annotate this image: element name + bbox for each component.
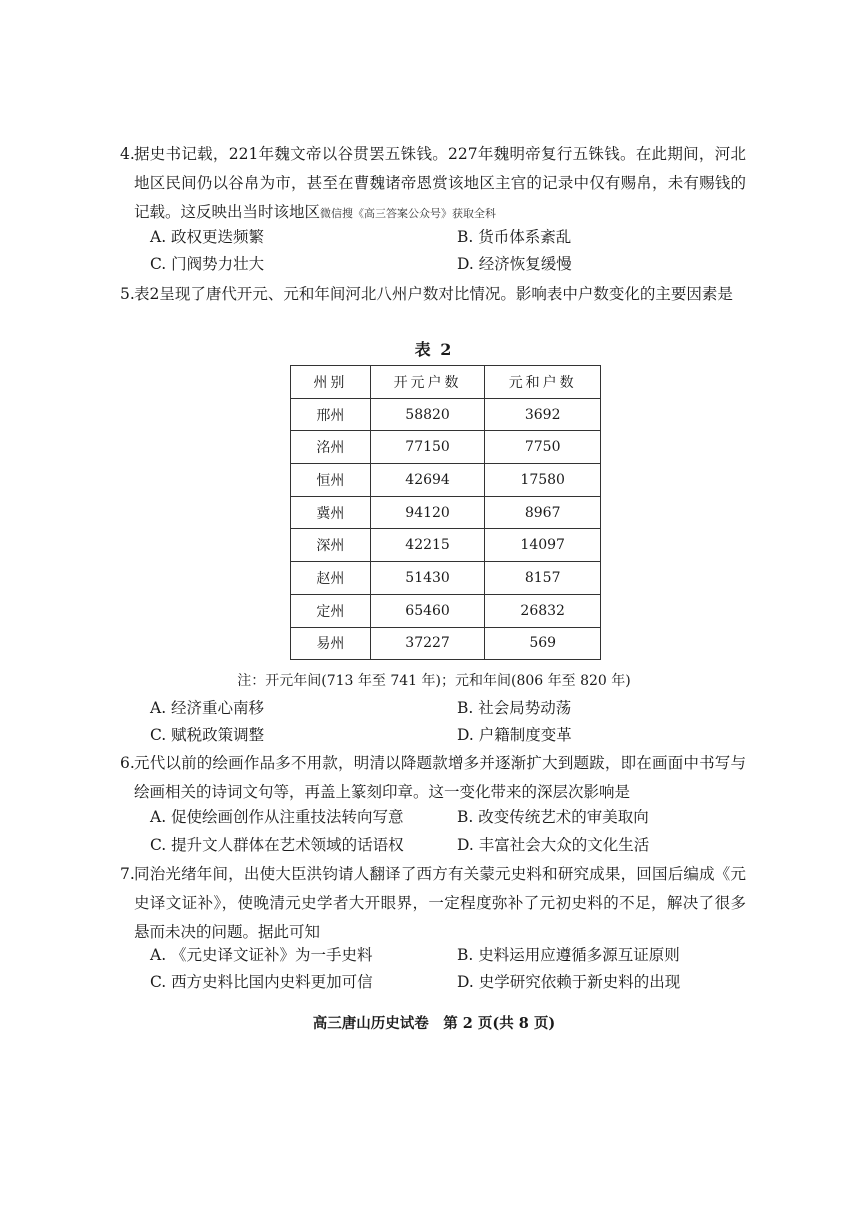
table-cell: 7750 xyxy=(485,431,601,464)
option-d[interactable]: D. 史学研究依赖于新史料的出现 xyxy=(457,973,681,991)
question-number: 6. xyxy=(120,754,135,772)
table-cell: 8967 xyxy=(485,496,601,529)
question-4 xyxy=(120,140,746,228)
table-header-row xyxy=(291,366,601,399)
option-a[interactable]: A. 促使绘画创作从注重技法转向写意 xyxy=(150,808,404,826)
table-caption: 表 2 xyxy=(414,340,454,359)
table-row xyxy=(291,431,601,464)
table-cell: 94120 xyxy=(370,496,485,529)
table-cell: 深州 xyxy=(291,529,371,562)
table-row xyxy=(291,594,601,627)
table-cell: 14097 xyxy=(485,529,601,562)
option-a[interactable]: A. 政权更迭频繁 xyxy=(150,228,265,246)
page-footer: 高三唐山历史试卷 第 2 页(共 8 页) xyxy=(312,1015,556,1032)
option-c[interactable]: C. 门阀势力壮大 xyxy=(150,255,265,273)
table-note: 注：开元年间(713 年至 741 年)；元和年间(806 年至 820 年) xyxy=(237,673,631,689)
question-number: 7. xyxy=(120,865,135,883)
table-cell: 定州 xyxy=(291,594,371,627)
question-text: 元代以前的绘画作品多不用款，明清以降题款增多并逐渐扩大到题跋，即在画面中书写与绘画相关的诗词文句等，再盖上篆刻印章。这一变化带来的深层次影响是 xyxy=(134,754,746,801)
table-row xyxy=(291,398,601,431)
question-text: 表2呈现了唐代开元、元和年间河北八州户数对比情况。影响表中户数变化的主要因素是 xyxy=(134,285,733,303)
table-cell: 569 xyxy=(485,627,601,660)
question-7 xyxy=(120,860,746,947)
column-header: 州别 xyxy=(291,366,371,399)
watermark-text: 微信搜《高三答案公众号》获取全科 xyxy=(320,207,497,220)
option-a[interactable]: A. 经济重心南移 xyxy=(150,699,265,717)
option-b[interactable]: B. 史料运用应遵循多源互证原则 xyxy=(457,946,680,964)
option-b[interactable]: B. 货币体系紊乱 xyxy=(457,228,572,246)
table-cell: 51430 xyxy=(370,562,485,595)
table-cell: 赵州 xyxy=(291,562,371,595)
table-cell: 邢州 xyxy=(291,398,371,431)
question-number: 4. xyxy=(120,145,135,163)
question-5 xyxy=(120,280,746,309)
table-cell: 17580 xyxy=(485,464,601,497)
option-b[interactable]: B. 社会局势动荡 xyxy=(457,699,572,717)
question-text: 据史书记载，221年魏文帝以谷贯罢五铢钱。227年魏明帝复行五铢钱。在此期间，河北地区民间仍以谷帛为市，甚至在曹魏诸帝恩赏该地区主官的记录中仅有赐帛，未有赐钱的记载。这反映出当时该地区 xyxy=(134,145,746,221)
table-cell: 26832 xyxy=(485,594,601,627)
column-header: 元和户数 xyxy=(485,366,601,399)
table-row xyxy=(291,529,601,562)
table-cell: 77150 xyxy=(370,431,485,464)
option-d[interactable]: D. 经济恢复缓慢 xyxy=(457,255,572,273)
question-text: 同治光绪年间，出使大臣洪钧请人翻译了西方有关蒙元史料和研究成果，回国后编成《元史译文证补》，使晚清元史学者大开眼界，一定程度弥补了元初史料的不足，解决了很多悬而未决的问题。据此可知 xyxy=(134,865,746,941)
option-a[interactable]: A. 《元史译文证补》为一手史料 xyxy=(150,946,373,964)
table-cell: 易州 xyxy=(291,627,371,660)
table-cell: 洺州 xyxy=(291,431,371,464)
table-row xyxy=(291,627,601,660)
option-d[interactable]: D. 户籍制度变革 xyxy=(457,726,572,744)
table-cell: 42694 xyxy=(370,464,485,497)
column-header: 开元户数 xyxy=(370,366,485,399)
option-c[interactable]: C. 赋税政策调整 xyxy=(150,726,265,744)
table-cell: 冀州 xyxy=(291,496,371,529)
option-c[interactable]: C. 西方史料比国内史料更加可信 xyxy=(150,973,373,991)
option-d[interactable]: D. 丰富社会大众的文化生活 xyxy=(457,836,650,854)
table-cell: 42215 xyxy=(370,529,485,562)
table-cell: 3692 xyxy=(485,398,601,431)
table-cell: 8157 xyxy=(485,562,601,595)
option-b[interactable]: B. 改变传统艺术的审美取向 xyxy=(457,808,649,826)
option-c[interactable]: C. 提升文人群体在艺术领域的话语权 xyxy=(150,836,404,854)
table-cell: 65460 xyxy=(370,594,485,627)
table-row xyxy=(291,464,601,497)
table-cell: 58820 xyxy=(370,398,485,431)
table-cell: 37227 xyxy=(370,627,485,660)
table-row xyxy=(291,496,601,529)
table-cell: 恒州 xyxy=(291,464,371,497)
question-6 xyxy=(120,749,746,807)
question-number: 5. xyxy=(120,285,135,303)
data-table xyxy=(290,365,601,660)
table-row xyxy=(291,562,601,595)
